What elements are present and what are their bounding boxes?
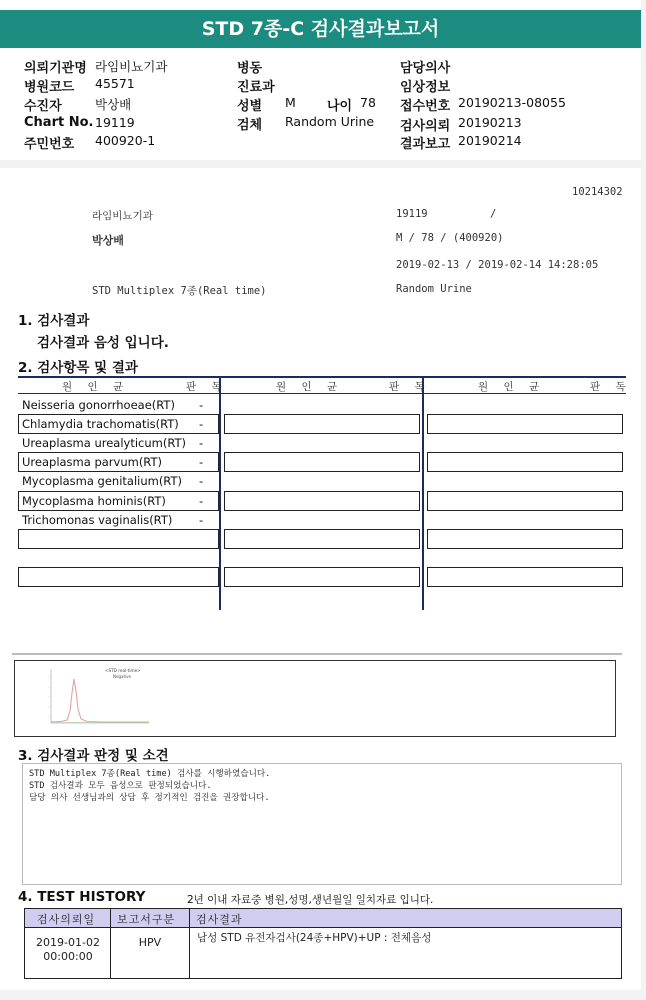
sex-label: 성별 (237, 99, 263, 114)
result-row-box (224, 491, 420, 511)
history-table-header (25, 909, 621, 928)
result-row-box (224, 414, 420, 434)
col-judgment-1: 판 독 (186, 381, 228, 393)
history-col-date: 검사의뢰일 (37, 913, 96, 926)
pathogen-result: - (199, 494, 204, 508)
thumbnail-title: <STD real-time> (105, 668, 141, 673)
pathogen-result: - (199, 417, 204, 431)
results-table-divider-1 (219, 376, 221, 610)
findings-line: STD 검사결과 모두 음성으로 판정되었습니다. (29, 781, 212, 791)
history-col-result: 검사결과 (196, 913, 243, 926)
amplification-chart-frame (14, 660, 616, 737)
receipt-no-value: 20190213-08055 (458, 95, 566, 110)
section3-title: 3. 검사결과 판정 및 소견 (18, 748, 169, 764)
pathogen-result: - (199, 455, 204, 469)
request-date-value: 20190213 (458, 115, 522, 130)
report-specimen: Random Urine (396, 283, 472, 295)
result-row-box (427, 529, 623, 549)
result-row-box (427, 452, 623, 472)
report-date-value: 20190214 (458, 133, 522, 148)
report-clinic: 라임비뇨기과 (92, 210, 153, 222)
ward-label: 병동 (237, 61, 263, 76)
chart-no-label: Chart No. (24, 115, 94, 130)
section-divider (12, 653, 622, 655)
findings-textbox (22, 763, 622, 885)
specimen-label: 검체 (237, 118, 263, 133)
pathogen-result: - (199, 513, 204, 527)
recipient-value: 박상배 (95, 97, 132, 112)
resident-no-value: 400920-1 (95, 133, 156, 148)
result-row-box (18, 529, 219, 549)
history-row-result: 남성 STD 유전자검사(24종+HPV)+UP : 전체음성 (197, 932, 432, 944)
pathogen-result: - (199, 398, 204, 412)
result-row-box (427, 567, 623, 587)
report-dates: 2019-02-13 / 2019-02-14 14:28:05 (396, 259, 599, 271)
col-pathogen-3: 원 인 균 (478, 381, 546, 393)
result-row-box (224, 567, 420, 587)
history-col-type: 보고서구분 (117, 913, 176, 926)
col-pathogen-1: 원 인 균 (62, 381, 130, 393)
pathogen-result: - (199, 436, 204, 450)
history-col-divider (189, 909, 190, 978)
col-judgment-3: 판 독 (590, 381, 632, 393)
amplification-thumbnail (31, 663, 156, 733)
pathogen-name: Mycoplasma hominis(RT) (22, 494, 166, 508)
section1-title: 1. 검사결과 (18, 313, 90, 329)
hospital-code-label: 병원코드 (24, 80, 75, 95)
pathogen-name: Trichomonas vaginalis(RT) (22, 513, 173, 527)
request-date-label: 검사의뢰 (400, 119, 451, 134)
section4-title: 4. TEST HISTORY (18, 889, 146, 905)
clinical-info-label: 임상정보 (400, 80, 451, 95)
result-row-box (224, 452, 420, 472)
chart-no-value: 19119 (95, 115, 135, 130)
resident-no-label: 주민번호 (24, 137, 75, 152)
section2-title: 2. 검사항목 및 결과 (18, 360, 138, 376)
report-sex-age: M / 78 / (400920) (396, 232, 504, 244)
history-row-type: HPV (138, 936, 162, 949)
pathogen-name: Neisseria gonorrhoeae(RT) (22, 398, 175, 412)
report-test-name: STD Multiplex 7종(Real time) (92, 285, 267, 297)
institution-value: 라임비뇨기과 (95, 59, 168, 74)
specimen-value: Random Urine (285, 114, 375, 129)
pathogen-result: - (199, 474, 204, 488)
findings-line: 담당 의사 선생님과의 상담 후 정기적인 검진을 권장합니다. (29, 793, 270, 803)
col-pathogen-2: 원 인 균 (276, 381, 344, 393)
col-judgment-2: 판 독 (389, 381, 431, 393)
report-id: 10214302 (572, 186, 623, 198)
result-row-box (224, 529, 420, 549)
report-date-label: 결과보고 (400, 137, 451, 152)
department-label: 진료과 (237, 80, 275, 95)
receipt-no-label: 접수번호 (400, 99, 451, 114)
pathogen-name: Chlamydia trachomatis(RT) (22, 417, 179, 431)
report-slash: / (490, 208, 497, 220)
result-row-box (427, 491, 623, 511)
pathogen-name: Ureaplasma urealyticum(RT) (22, 436, 187, 450)
history-table (24, 908, 622, 979)
history-row-date: 2019-01-02 (36, 936, 100, 949)
recipient-label: 수진자 (24, 99, 62, 114)
pathogen-name: Ureaplasma parvum(RT) (22, 455, 162, 469)
history-row-time: 00:00:00 (43, 950, 93, 963)
results-table-divider-2 (422, 376, 424, 610)
findings-line: STD Multiplex 7종(Real time) 검사를 시행하였습니다. (29, 769, 271, 779)
history-note: 2년 이내 자료중 병원,성명,생년월일 일치자료 입니다. (187, 894, 434, 906)
report-chart: 19119 (396, 208, 428, 220)
report-title: STD 7종-C 검사결과보고서 (0, 10, 641, 48)
doctor-label: 담당의사 (400, 61, 451, 76)
result-row-box (427, 414, 623, 434)
thumbnail-subtitle: Negative (113, 674, 131, 679)
results-table-top-border (18, 376, 626, 378)
section1-result: 검사결과 음성 입니다. (37, 335, 169, 351)
age-label: 나이 (327, 99, 353, 114)
result-row-box (18, 567, 219, 587)
report-patient: 박상배 (92, 234, 124, 247)
history-col-divider (110, 909, 111, 978)
age-value: 78 (360, 95, 376, 110)
institution-label: 의뢰기관명 (24, 61, 87, 76)
header-divider (0, 160, 641, 168)
pathogen-name: Mycoplasma genitalium(RT) (22, 474, 182, 488)
hospital-code-value: 45571 (95, 76, 135, 91)
sex-value: M (285, 95, 296, 110)
